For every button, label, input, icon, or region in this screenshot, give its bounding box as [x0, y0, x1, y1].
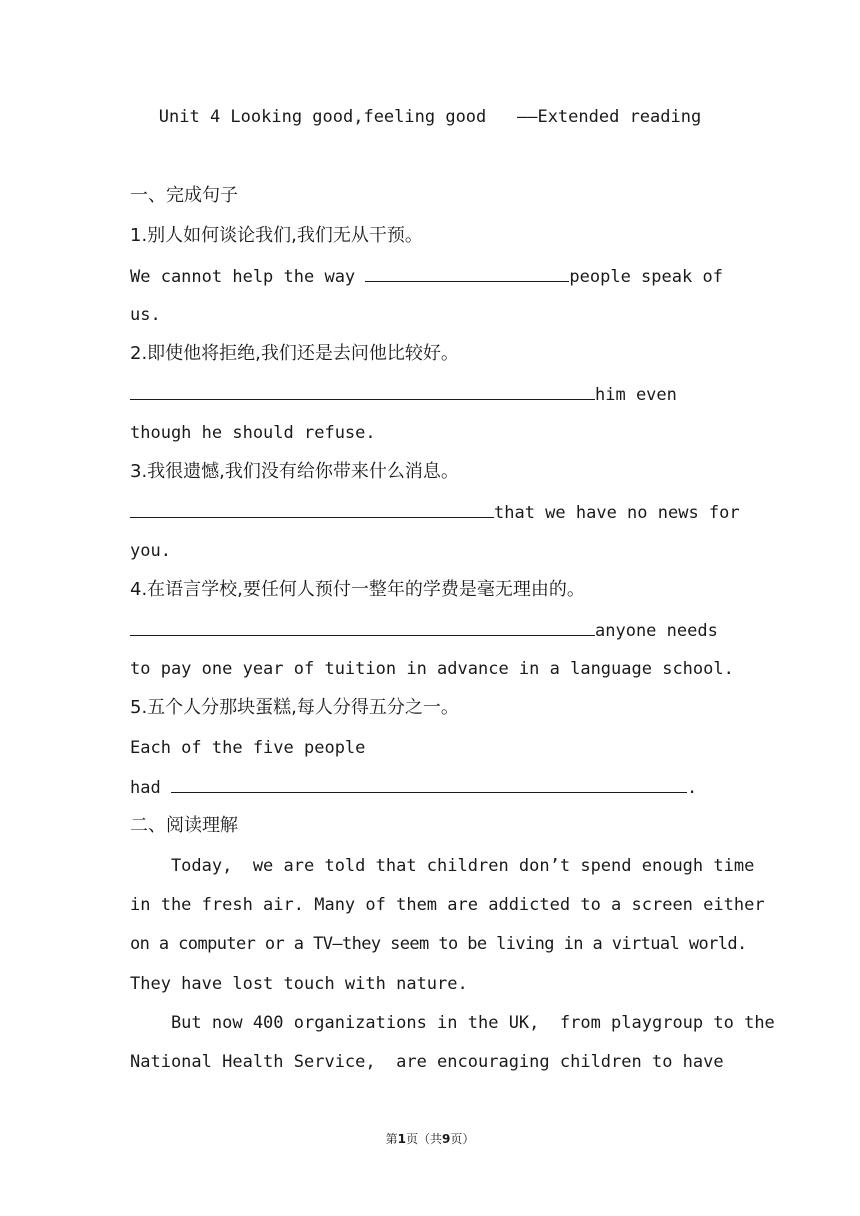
item-1-text-after: people speak of [569, 267, 723, 287]
item-3-english-cont: you. [130, 541, 171, 561]
item-4-english-cont: to pay one year of tuition in advance in a language school. [130, 659, 734, 679]
paragraph-2-line-1: But now 400 organizations in the UK, from playgroup to the [130, 1013, 775, 1033]
item-2-english [130, 383, 677, 406]
paragraph-1-line-2: in the fresh air. Many of them are addicted to a screen either [130, 895, 765, 915]
item-4-english [130, 619, 718, 642]
item-1-text-before: We cannot help the way [130, 267, 366, 287]
item-1-answer-blank[interactable] [365, 265, 569, 282]
paragraph-2-line-2: National Health Service, are encouraging children to have [130, 1052, 724, 1072]
item-2-text-after: him even [595, 385, 677, 405]
footer-page-number: 1 [397, 1132, 406, 1146]
item-3-chinese: 3.我很遗憾,我们没有给你带来什么消息。 [130, 461, 459, 482]
item-4-answer-blank[interactable] [130, 619, 595, 636]
item-2-answer-blank[interactable] [130, 383, 595, 400]
item-4-text-after: anyone needs [595, 621, 718, 641]
paragraph-1-line-3: on a computer or a TV—they seem to be living in a virtual world. [130, 934, 747, 954]
footer-prefix: 第 [385, 1132, 398, 1146]
item-5-text-before: had [130, 778, 171, 798]
document-title: Unit 4 Looking good,feeling good ——Extended reading [158, 107, 702, 127]
item-3-text-after: that we have no news for [494, 503, 740, 523]
item-1-english [130, 265, 723, 288]
item-2-chinese: 2.即使他将拒绝,我们还是去问他比较好。 [130, 343, 459, 364]
item-5-chinese: 5.五个人分那块蛋糕,每人分得五分之一。 [130, 697, 459, 718]
item-3-answer-blank[interactable] [130, 501, 494, 518]
section-heading-reading: 二、阅读理解 [130, 815, 238, 836]
item-5-english-cont [130, 776, 697, 799]
paragraph-1-line-4: They have lost touch with nature. [130, 974, 468, 994]
item-2-english-cont: though he should refuse. [130, 423, 376, 443]
page-footer [0, 1131, 860, 1147]
item-1-english-cont: us. [130, 305, 161, 325]
item-1-chinese: 1.别人如何谈论我们,我们无从干预。 [130, 225, 423, 246]
footer-suffix: 页） [450, 1132, 475, 1146]
item-4-chinese: 4.在语言学校,要任何人预付一整年的学费是毫无理由的。 [130, 579, 585, 600]
item-3-english [130, 501, 740, 524]
item-5-text-after: . [686, 778, 698, 798]
item-5-answer-blank[interactable] [171, 776, 687, 793]
footer-total-pages: 9 [442, 1132, 451, 1146]
item-5-english: Each of the five people [130, 738, 366, 758]
paragraph-1-line-1: Today, we are told that children don’t spend enough time [130, 856, 755, 876]
footer-mid: 页（共 [405, 1132, 442, 1146]
section-heading-completion: 一、完成句子 [130, 185, 238, 206]
